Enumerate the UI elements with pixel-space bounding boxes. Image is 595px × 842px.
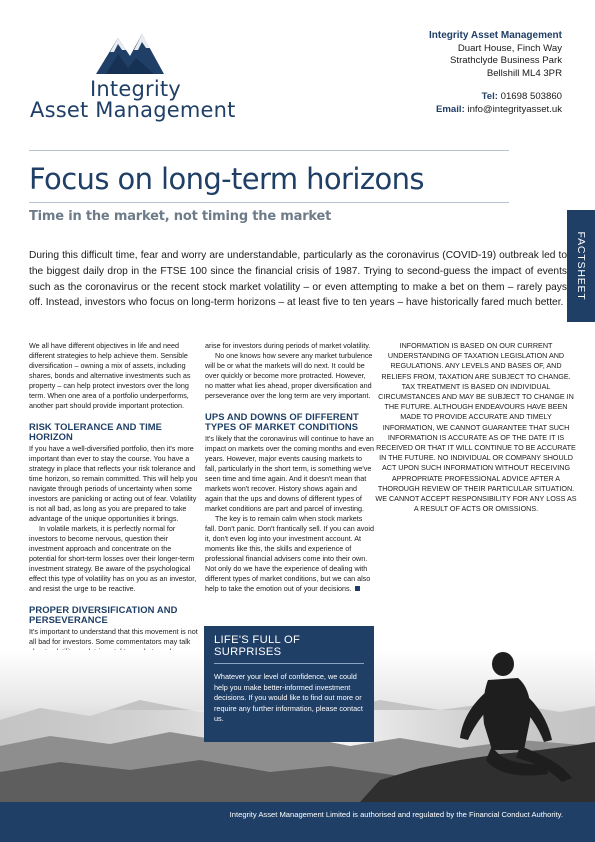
telephone-label: Tel: — [481, 91, 498, 103]
email-address[interactable]: info@integrityasset.uk — [467, 103, 562, 115]
body-text: The key is to remain calm when stock markets fall. Don't panic. Don't frantically sell. If you can avoid it, don't even log into your investment account. At moments like this, the skills and experience of professional financial advisers come into their own. Not only do we have the experience of dealing with different types of market conditions, but we can also help to take the emotion out of your decisions. — [205, 513, 374, 593]
footer-regulatory-text: Integrity Asset Management Limited is authorised and regulated by the Financial Conduct Authority. — [229, 810, 563, 819]
body-paragraph — [205, 514, 375, 594]
section-heading-risk-tolerance: RISK TOLERANCE AND TIME HORIZON — [29, 421, 163, 443]
company-logo — [30, 28, 236, 124]
section-heading-diversification: PROPER DIVERSIFICATION AND PERSEVERANCE — [29, 603, 178, 626]
body-paragraph: It's important to understand that this movement is not all bad for investors. Some commentators may talk — [29, 626, 198, 646]
callout-box — [204, 626, 374, 742]
divider-rule — [29, 150, 509, 151]
divider-rule — [29, 202, 509, 203]
body-paragraph: It's likely that the coronavirus will continue to have an impact on markets over the coming months and even years. However, major events causing markets to fall, particularly in the short term, is something we've seen time and time again. And it doesn't mean that markets won't recover. History shows again and again that the ups and downs of different types of market conditions are part and parcel of investing. — [205, 433, 374, 513]
article-column-1 — [29, 341, 199, 667]
contact-email — [429, 104, 562, 117]
body-paragraph: In volatile markets, it is perfectly normal for investors to become nervous, question their investment approach and concentrate on the potential for short-term losses over their longer-term investment strategy. Be aware of the psychological effect this type of volatility has on you as an investor, and resist the urge to be reactive. — [29, 523, 197, 593]
email-label: Email: — [436, 103, 465, 115]
body-paragraph: We all have different objectives in life and need different strategies to help achieve them. Sensible diversification – owning a mix of assets, including shares, bonds and alternative investments such as property – can help protect investors over the long term. When one area of a portfolio underperforms, another part should provide important protection. — [29, 341, 191, 410]
article-column-2 — [205, 341, 375, 594]
contact-address-line: Bellshill ML4 3PR — [486, 67, 562, 79]
logo-text-integrity: Integrity — [90, 77, 181, 101]
section-heading-market-conditions: UPS AND DOWNS OF DIFFERENT TYPES OF MARKET CONDITIONS — [205, 411, 359, 433]
contact-telephone — [429, 91, 562, 104]
mountain-logo-icon — [96, 28, 164, 74]
factsheet-tab — [567, 210, 595, 322]
telephone-number[interactable]: 01698 503860 — [500, 91, 562, 103]
contact-address-line: Strathclyde Business Park — [450, 55, 562, 67]
callout-title: LIFE'S FULL OF SURPRISES — [214, 634, 364, 664]
logo-text-asset-management: Asset Management — [30, 98, 236, 122]
contact-address-line: Duart House, Finch Way — [457, 42, 562, 54]
body-paragraph: arise for investors during periods of market volatility. — [205, 341, 371, 350]
callout-body: Whatever your level of confidence, we could help you make better-informed investment decisions. If you would like to find out more or require any further information, please contact us. — [214, 672, 363, 724]
factsheet-tab-label: FACTSHEET — [575, 231, 587, 301]
footer-bar — [0, 802, 595, 842]
disclaimer-column — [375, 341, 577, 514]
intro-paragraph: During this difficult time, fear and worry are understandable, particularly as the coronavirus (COVID-19) outbreak led to the biggest daily drop in the FTSE 100 since the financial crisis of 1987. Trying to second-guess the impact of events such as the coronavirus or the recent stock market volatility – or even attempting to make a bet on them – rarely pays off. Instead, investors who focus on long-term horizons – at least five to ten years – have historically fared much better. — [29, 250, 567, 309]
disclaimer-text: INFORMATION IS BASED ON OUR CURRENT UNDERSTANDING OF TAXATION LEGISLATION AND REGULATIONS. ANY LEVELS AND BASES OF, AND RELIEFS FROM, TAXATION ARE SUBJECT TO CHANGE. TAX TREATMENT IS BASED ON INDIVIDUAL CIRCUMSTANCES AND MAY BE SUBJECT TO CHANGE IN THE FUTURE. ALTHOUGH ENDEAVOURS HAVE BEEN MADE TO PROVIDE ACCURATE AND TIMELY INFORMATION, WE CANNOT GUARANTEE THAT SUCH INFORMATION IS ACCURATE AS OF THE DATE IT IS RECEIVED OR THAT IT WILL CONTINUE TO BE ACCURATE IN THE FUTURE. NO INDIVIDUAL OR COMPANY SHOULD ACT UPON SUCH INFORMATION WITHOUT RECEIVING APPROPRIATE PROFESSIONAL ADVICE AFTER A THOROUGH REVIEW OF THEIR PARTICULAR SITUATION. WE CANNOT ACCEPT RESPONSIBILITY FOR ANY LOSS AS A RESULT OF ACTS OR OMISSIONS. — [375, 341, 577, 514]
end-of-article-icon — [355, 586, 360, 591]
page-subtitle: Time in the market, not timing the market — [29, 209, 332, 224]
contact-block — [429, 30, 562, 117]
body-paragraph: If you have a well-diversified portfolio, then it's more important than ever to stay the course. You have a strategy in place that reflects your risk tolerance and time horizon, so remain committed. This will help you navigate through periods of uncertainty when some investors are panicking or acting out of fear. Volatility is not all bad, as long as you are prepared to take advantage of the unique opportunities it brings. — [29, 443, 198, 523]
body-paragraph: No one knows how severe any market turbulence will be or what the markets will do next. It could be over quickly or become more protracted. However, no matter what lies ahead, proper diversification and perseverance over the long term are very important. — [205, 351, 373, 400]
contact-company-name: Integrity Asset Management — [429, 30, 562, 41]
page-title: Focus on long-term horizons — [29, 162, 424, 196]
